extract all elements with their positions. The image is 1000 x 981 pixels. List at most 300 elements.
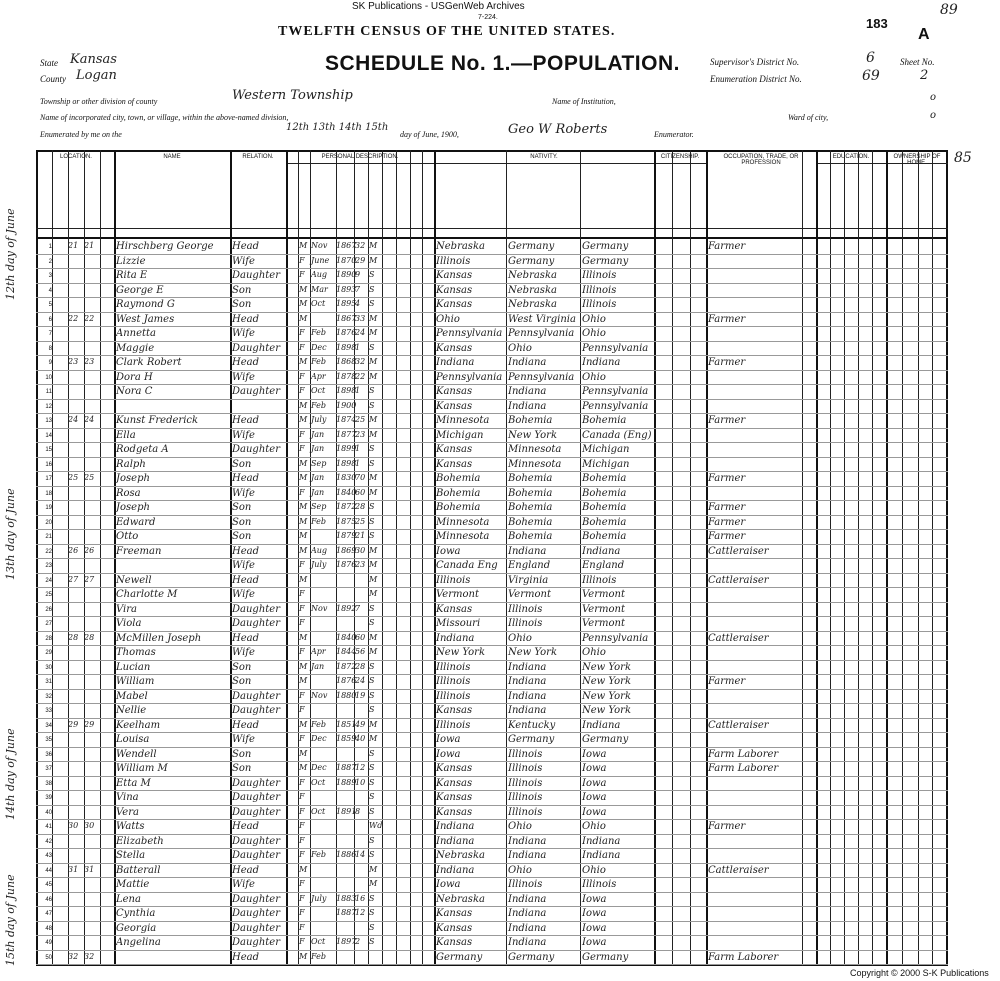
cell-name: Rodgeta A: [116, 444, 169, 455]
cell-fam: 21: [84, 241, 95, 250]
enumerated-label: Enumerated by me on the: [40, 130, 122, 139]
row-number: 49: [45, 940, 52, 946]
row-divider: [36, 587, 948, 588]
cell-sex: M: [299, 400, 308, 410]
row-number: 34: [45, 722, 52, 729]
cell-yr: 1859: [336, 734, 357, 743]
cell-rel: Head: [232, 313, 260, 325]
cell-sex: F: [299, 603, 305, 613]
side-date-1: 12th day of June: [4, 208, 17, 300]
cell-bp: Indiana: [436, 632, 475, 644]
cell-dw: 28: [68, 632, 79, 642]
cell-mo: Jan: [311, 661, 325, 671]
cell-age: 29: [355, 255, 366, 265]
cell-yr: 1874: [336, 415, 357, 424]
cell-yr: 1900: [336, 400, 357, 410]
enumerator-name: Geo W Roberts: [508, 122, 608, 137]
cell-mbp: Illinois: [582, 574, 617, 586]
cell-yr: 1870: [336, 255, 357, 265]
cell-bp: Pennsylvania: [436, 371, 503, 383]
cell-sex: F: [299, 922, 305, 932]
cell-bp: Bohemia: [436, 473, 481, 484]
cell-ms: M: [369, 357, 378, 366]
cell-bp: Kansas: [436, 806, 473, 818]
cell-name: Charlotte M: [116, 589, 178, 600]
cell-mo: Feb: [311, 850, 326, 859]
cell-fbp: Ohio: [508, 632, 532, 644]
cell-age: 70: [355, 473, 366, 482]
cell-yr: 1872: [336, 661, 357, 671]
sheet-value: 2: [920, 68, 929, 83]
cell-fbp: Nebraska: [508, 270, 557, 281]
cell-mo: Feb: [311, 516, 326, 526]
row-number: 4: [48, 287, 52, 294]
row-divider: [36, 341, 948, 342]
cell-yr: 1876: [336, 328, 357, 337]
cell-mo: Mar: [311, 284, 328, 294]
row-divider: [36, 964, 948, 965]
cell-sex: F: [299, 618, 305, 627]
cell-fbp: Minnesota: [508, 458, 562, 470]
cell-fbp: Indiana: [508, 937, 547, 948]
row-divider: [36, 892, 948, 893]
row-number: 21: [45, 534, 52, 540]
cell-bp: Nebraska: [436, 850, 485, 861]
cell-name: Watts: [116, 821, 145, 832]
cell-occ: Farmer: [708, 531, 746, 542]
cell-mbp: Ohio: [582, 313, 606, 325]
side-date-2: 13th day of June: [4, 488, 17, 580]
cell-bp: Iowa: [436, 545, 461, 557]
cell-sex: F: [299, 386, 305, 395]
row-number: 37: [45, 766, 52, 772]
cell-fbp: Illinois: [508, 763, 543, 774]
cell-yr: 1898: [336, 342, 357, 352]
cell-bp: Germany: [436, 951, 483, 963]
cell-fbp: Indiana: [508, 908, 547, 919]
cell-fbp: Illinois: [508, 748, 543, 760]
row-number: 43: [45, 853, 52, 859]
sheet-label: Sheet No.: [900, 57, 935, 67]
cell-sex: F: [299, 429, 305, 439]
cell-sex: M: [299, 415, 308, 424]
cell-ms: S: [369, 270, 375, 279]
personal-header: PERSONAL DESCRIPTION.: [321, 154, 399, 160]
row-divider: [36, 718, 948, 719]
row-number: 6: [48, 316, 52, 323]
row-divider: [36, 790, 948, 791]
cell-mo: Jan: [311, 429, 325, 439]
cell-sex: F: [299, 255, 305, 265]
cell-rel: Son: [232, 502, 252, 513]
cell-name: Nora C: [116, 386, 153, 397]
cell-occ: Farmer: [708, 241, 746, 252]
cell-age: 12: [355, 908, 366, 917]
cell-sex: F: [299, 937, 305, 946]
side-date-4: 15th day of June: [4, 874, 17, 966]
days-of-label: day of June, 1900,: [400, 130, 459, 139]
cell-ms: M: [369, 574, 378, 584]
cell-fbp: Indiana: [508, 705, 547, 716]
cell-mbp: Indiana: [582, 835, 621, 847]
cell-age: 28: [355, 661, 366, 671]
row-divider: [36, 355, 948, 356]
cell-name: Viola: [116, 618, 142, 629]
cell-bp: Illinois: [436, 690, 471, 702]
cell-fbp: Virginia: [508, 574, 549, 586]
cell-ms: M: [369, 589, 378, 598]
cell-fbp: Bohemia: [508, 502, 553, 513]
cell-rel: Wife: [232, 328, 255, 339]
cell-sex: F: [299, 821, 305, 830]
row-divider: [36, 297, 948, 298]
row-divider: [36, 326, 948, 327]
row-number: 19: [45, 505, 52, 511]
cell-bp: Ohio: [436, 313, 460, 325]
ward-value: o: [930, 110, 937, 121]
supervisor-value: 6: [866, 50, 875, 66]
cell-dw: 24: [68, 415, 79, 424]
cell-yr: 1876: [336, 560, 357, 569]
row-divider: [36, 863, 948, 864]
cell-rel: Head: [232, 357, 260, 368]
cell-name: Joseph: [116, 473, 150, 484]
cell-occ: Farmer: [708, 357, 746, 368]
cell-yr: 1887: [336, 908, 357, 917]
cell-name: Rita E: [116, 270, 148, 281]
cell-mbp: Indiana: [582, 850, 621, 861]
cell-fbp: Indiana: [508, 690, 547, 702]
cell-sex: F: [299, 371, 305, 381]
cell-name: Hirschberg George: [116, 241, 214, 252]
cell-yr: 1844: [336, 647, 357, 656]
cell-mo: Jan: [311, 444, 325, 453]
cell-ms: S: [369, 516, 375, 526]
cell-rel: Daughter: [232, 835, 280, 847]
cell-ms: S: [369, 342, 375, 352]
row-number: 40: [45, 809, 52, 816]
row-number: 11: [45, 389, 52, 395]
cell-mbp: Bohemia: [582, 473, 627, 484]
cell-age: 4: [355, 299, 361, 308]
cell-rel: Son: [232, 748, 252, 760]
cell-ms: M: [369, 647, 378, 656]
row-divider: [36, 761, 948, 762]
cell-age: 1: [355, 342, 361, 352]
cell-mo: Dec: [311, 734, 327, 743]
cell-age: 2: [355, 937, 361, 946]
state-value: Kansas: [70, 52, 117, 67]
cell-sex: M: [299, 473, 308, 482]
row-number: 39: [45, 795, 52, 801]
cell-mbp: Indiana: [582, 719, 621, 731]
row-divider: [36, 413, 948, 414]
row-divider: [36, 283, 948, 284]
cell-rel: Daughter: [232, 270, 280, 281]
cell-mo: Nov: [311, 603, 328, 613]
cell-name: Freeman: [116, 545, 162, 557]
cell-fbp: New York: [508, 429, 557, 441]
row-divider: [36, 877, 948, 878]
cell-mo: Dec: [311, 342, 327, 352]
cell-bp: Indiana: [436, 821, 475, 832]
cell-fbp: New York: [508, 647, 557, 658]
cell-fbp: Illinois: [508, 618, 543, 629]
row-number: 18: [45, 490, 52, 497]
cell-mo: June: [311, 255, 330, 265]
cell-rel: Wife: [232, 255, 255, 267]
cell-rel: Head: [232, 473, 260, 484]
enumeration-days: 12th 13th 14th 15th: [286, 122, 389, 133]
cell-fbp: Germany: [508, 951, 555, 963]
row-divider: [36, 471, 948, 472]
cell-age: 24: [355, 676, 366, 685]
cell-rel: Daughter: [232, 444, 280, 455]
cell-yr: 1899: [336, 444, 357, 453]
row-number: 41: [45, 824, 52, 830]
cell-name: Mabel: [116, 690, 148, 702]
row-divider: [36, 732, 948, 733]
cell-sex: M: [299, 357, 308, 366]
cell-mbp: Iowa: [582, 893, 607, 905]
cell-mo: Aug: [311, 545, 328, 555]
cell-ms: S: [369, 676, 375, 685]
cell-rel: Head: [232, 415, 260, 426]
cell-mo: Oct: [311, 806, 326, 816]
cell-name: Stella: [116, 850, 146, 861]
cell-ms: S: [369, 806, 375, 816]
row-number: 16: [45, 461, 52, 468]
row-divider: [36, 616, 948, 617]
cell-fbp: Bohemia: [508, 531, 553, 542]
cell-sex: M: [299, 574, 308, 584]
row-divider: [36, 848, 948, 849]
cell-bp: Missouri: [436, 618, 481, 629]
cell-name: Batterall: [116, 864, 161, 876]
row-number: 26: [45, 606, 52, 613]
cell-dw: 30: [68, 821, 79, 830]
cell-yr: 1892: [336, 603, 357, 613]
cell-bp: Kansas: [436, 342, 473, 354]
cell-sex: M: [299, 632, 308, 642]
cell-rel: Wife: [232, 589, 255, 600]
row-number: 9: [48, 360, 52, 366]
cell-bp: Kansas: [436, 922, 473, 934]
cell-ms: M: [369, 313, 378, 323]
cell-ms: M: [369, 473, 378, 482]
cell-occ: Farmer: [708, 473, 746, 484]
cell-fam: 22: [84, 313, 95, 323]
cell-occ: Farmer: [708, 821, 746, 832]
cell-rel: Daughter: [232, 386, 280, 397]
row-number: 48: [45, 925, 52, 932]
cell-mbp: Ohio: [582, 328, 606, 339]
cell-age: 32: [355, 241, 366, 250]
row-divider: [36, 703, 948, 704]
cell-yr: 1840: [336, 632, 357, 642]
cell-name: Elizabeth: [116, 835, 164, 847]
cell-name: Etta M: [116, 777, 151, 789]
cell-yr: 1851: [336, 719, 357, 729]
cell-fbp: Indiana: [508, 357, 547, 368]
cell-rel: Daughter: [232, 690, 280, 702]
cell-dw: 31: [68, 864, 79, 874]
cell-fbp: Kentucky: [508, 719, 556, 731]
row-number: 22: [45, 548, 52, 555]
cell-ms: S: [369, 400, 375, 410]
cell-rel: Wife: [232, 487, 255, 499]
cell-name: Dora H: [116, 371, 153, 383]
cell-sex: M: [299, 951, 308, 961]
cell-sex: M: [299, 284, 308, 294]
cell-mbp: Pennsylvania: [582, 632, 649, 644]
cell-ms: M: [369, 487, 378, 497]
cell-yr: 1887: [336, 763, 357, 772]
cell-name: Edward: [116, 516, 156, 528]
enumerator-label: Enumerator.: [654, 130, 694, 139]
cell-fbp: England: [508, 560, 551, 571]
cell-yr: 1897: [336, 937, 357, 946]
institution-label: Name of Institution,: [552, 97, 616, 106]
cell-age: 7: [355, 603, 361, 613]
cell-name: Otto: [116, 531, 139, 542]
cell-rel: Daughter: [232, 908, 280, 919]
cell-rel: Son: [232, 763, 252, 774]
cell-rel: Wife: [232, 647, 255, 658]
cell-ms: S: [369, 299, 375, 308]
cell-name: Clark Robert: [116, 357, 182, 368]
row-number: 32: [45, 693, 52, 700]
occupation-header: OCCUPATION, TRADE, OR PROFESSION: [723, 154, 799, 166]
cell-bp: Illinois: [436, 676, 471, 687]
cell-name: William M: [116, 763, 168, 774]
cell-fam: 27: [84, 574, 95, 584]
cell-age: 16: [355, 893, 366, 903]
enumeration-value: 69: [862, 68, 880, 84]
cell-name: Ralph: [116, 458, 146, 470]
cell-name: Louisa: [116, 734, 150, 745]
cell-rel: Son: [232, 531, 252, 542]
cell-bp: Kansas: [436, 792, 473, 803]
row-number: 15: [45, 447, 52, 453]
cell-fbp: Indiana: [508, 386, 547, 397]
cell-mbp: Iowa: [582, 937, 607, 948]
cell-name: Maggie: [116, 342, 155, 354]
cell-bp: Kansas: [436, 603, 473, 615]
row-number: 5: [48, 302, 52, 308]
cell-bp: Illinois: [436, 255, 471, 267]
cell-mbp: Iowa: [582, 792, 607, 803]
row-number: 46: [45, 896, 52, 903]
education-header: EDUCATION.: [832, 154, 870, 160]
row-divider: [36, 805, 948, 806]
cell-mbp: Michigan: [582, 458, 630, 470]
row-divider: [36, 312, 948, 313]
row-divider: [36, 631, 948, 632]
cell-sex: F: [299, 328, 305, 337]
cell-age: 25: [355, 415, 366, 424]
cell-fbp: Nebraska: [508, 284, 557, 296]
cell-rel: Son: [232, 516, 252, 528]
cell-mo: Jan: [311, 487, 325, 497]
cell-ms: S: [369, 603, 375, 613]
page-corner-number: 89: [940, 2, 958, 18]
cell-fbp: Pennsylvania: [508, 371, 575, 383]
cell-sex: F: [299, 835, 305, 845]
cell-mbp: Illinois: [582, 299, 617, 310]
cell-mbp: Michigan: [582, 444, 630, 455]
row-number: 8: [48, 345, 52, 352]
row-number: 20: [45, 519, 52, 526]
cell-age: 7: [355, 284, 361, 294]
county-label: County: [40, 74, 66, 84]
cell-name: Kunst Frederick: [116, 415, 199, 426]
cell-age: 19: [355, 690, 366, 700]
cell-occ: Cattleraiser: [708, 719, 769, 731]
cell-bp: Kansas: [436, 444, 473, 455]
cell-mbp: Indiana: [582, 545, 621, 557]
cell-age: 32: [355, 357, 366, 366]
cell-name: Lena: [116, 893, 141, 905]
cell-mbp: New York: [582, 676, 631, 687]
cell-mo: Apr: [311, 371, 326, 381]
cell-ms: S: [369, 777, 375, 787]
cell-mo: July: [311, 415, 327, 424]
row-number: 13: [45, 418, 52, 424]
cell-sex: M: [299, 313, 308, 323]
cell-rel: Head: [232, 574, 260, 586]
cell-rel: Daughter: [232, 342, 280, 354]
cell-bp: Kansas: [436, 705, 473, 716]
cell-ms: M: [369, 415, 378, 424]
cell-age: 33: [355, 313, 366, 323]
cell-bp: Kansas: [436, 763, 473, 774]
cell-rel: Son: [232, 661, 252, 673]
cell-sex: M: [299, 763, 308, 772]
cell-occ: Cattleraiser: [708, 632, 769, 644]
cell-age: 1: [355, 444, 361, 453]
cell-fbp: Indiana: [508, 400, 547, 412]
cell-mo: Feb: [311, 400, 326, 410]
cell-name: Rosa: [116, 487, 141, 499]
cell-occ: Farm Laborer: [708, 951, 779, 963]
cell-mbp: Illinois: [582, 270, 617, 281]
cell-occ: Farm Laborer: [708, 748, 779, 760]
cell-occ: Cattleraiser: [708, 864, 769, 876]
cell-name: McMillen Joseph: [116, 632, 202, 644]
cell-fam: 29: [84, 719, 95, 729]
cell-fbp: West Virginia: [508, 313, 576, 325]
cell-fbp: Indiana: [508, 893, 547, 905]
cell-rel: Wife: [232, 879, 255, 890]
cell-fbp: Indiana: [508, 850, 547, 861]
cell-age: 24: [355, 328, 366, 337]
cell-age: 23: [355, 429, 366, 439]
cell-ms: M: [369, 560, 378, 569]
cell-bp: Illinois: [436, 719, 471, 731]
cell-name: Joseph: [116, 502, 150, 513]
sheet-side: A: [918, 26, 930, 43]
schedule-title: SCHEDULE No. 1.—POPULATION.: [325, 52, 680, 75]
row-divider: [36, 457, 948, 458]
cell-sex: F: [299, 270, 305, 279]
cell-ms: S: [369, 763, 375, 772]
cell-fam: 24: [84, 415, 95, 424]
supervisor-label: Supervisor's District No.: [710, 57, 800, 67]
cell-mo: Dec: [311, 763, 327, 772]
cell-mo: Nov: [311, 690, 328, 700]
row-number: 36: [45, 751, 52, 758]
